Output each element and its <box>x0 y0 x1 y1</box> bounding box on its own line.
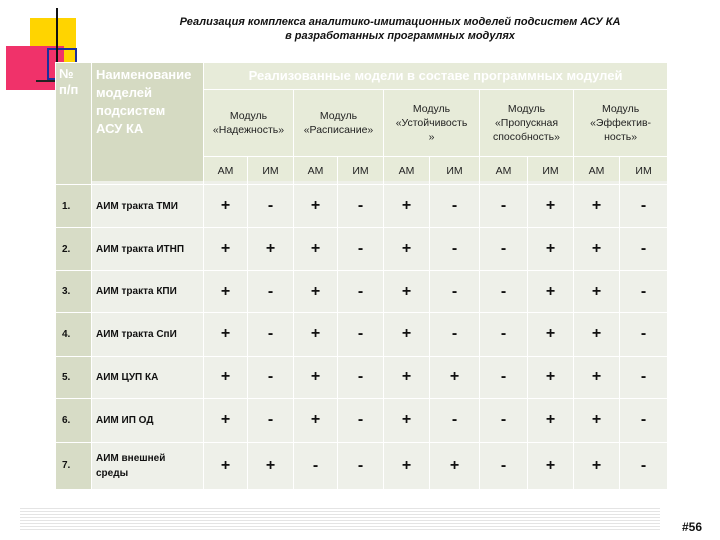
row-value-cell: - <box>430 313 480 356</box>
subheader-im: ИМ <box>528 157 574 185</box>
row-value-cell: - <box>294 442 338 489</box>
row-value-cell: - <box>248 356 294 398</box>
row-number: 6. <box>56 398 92 442</box>
row-value-cell: + <box>430 442 480 489</box>
row-number: 2. <box>56 228 92 271</box>
header-implemented-models: Реализованные модели в составе программных модулей <box>204 63 668 90</box>
row-value-cell: - <box>248 185 294 228</box>
row-model-name: АИМ ЦУП КА <box>92 356 204 398</box>
row-value-cell: + <box>204 442 248 489</box>
subheader-am: АМ <box>574 157 620 185</box>
row-value-cell: + <box>294 313 338 356</box>
row-value-cell: + <box>204 398 248 442</box>
row-value-cell: + <box>574 442 620 489</box>
row-value-cell: - <box>248 271 294 313</box>
row-model-name: АИМ тракта ТМИ <box>92 185 204 228</box>
row-value-cell: + <box>430 356 480 398</box>
row-value-cell: + <box>528 356 574 398</box>
row-model-name: АИМ внешней среды <box>92 442 204 489</box>
subheader-im: ИМ <box>248 157 294 185</box>
row-value-cell: - <box>480 398 528 442</box>
table-row <box>56 228 668 271</box>
row-value-cell: - <box>480 442 528 489</box>
row-value-cell: + <box>384 313 430 356</box>
row-number: 4. <box>56 313 92 356</box>
header-module-throughput: Модуль «Пропускная способность» <box>480 89 574 157</box>
row-value-cell: + <box>384 398 430 442</box>
subheader-im: ИМ <box>620 157 668 185</box>
row-value-cell: + <box>384 356 430 398</box>
row-value-cell: + <box>294 228 338 271</box>
row-value-cell: + <box>574 271 620 313</box>
row-value-cell: + <box>294 398 338 442</box>
subheader-am: АМ <box>204 157 248 185</box>
row-value-cell: + <box>528 271 574 313</box>
row-value-cell: - <box>338 398 384 442</box>
row-model-name: АИМ тракта СпИ <box>92 313 204 356</box>
row-value-cell: + <box>248 228 294 271</box>
row-value-cell: - <box>430 271 480 313</box>
table-row <box>56 442 668 489</box>
subheader-im: ИМ <box>430 157 480 185</box>
row-value-cell: + <box>248 442 294 489</box>
models-table <box>55 62 668 490</box>
row-number: 5. <box>56 356 92 398</box>
table-row <box>56 185 668 228</box>
row-value-cell: + <box>204 356 248 398</box>
row-value-cell: + <box>574 228 620 271</box>
row-value-cell: - <box>480 313 528 356</box>
row-value-cell: - <box>338 356 384 398</box>
row-value-cell: - <box>338 228 384 271</box>
row-value-cell: - <box>620 442 668 489</box>
row-model-name: АИМ тракта ИТНП <box>92 228 204 271</box>
row-value-cell: - <box>620 313 668 356</box>
row-number: 3. <box>56 271 92 313</box>
row-value-cell: + <box>574 398 620 442</box>
row-value-cell: - <box>338 185 384 228</box>
slide-title-line-2: в разработанных программных модулях <box>285 30 515 42</box>
row-value-cell: - <box>620 228 668 271</box>
table-row <box>56 356 668 398</box>
row-value-cell: - <box>620 271 668 313</box>
row-value-cell: + <box>528 313 574 356</box>
decor-bottom-stripes <box>20 508 660 532</box>
row-value-cell: + <box>204 313 248 356</box>
row-value-cell: - <box>480 271 528 313</box>
table-row <box>56 398 668 442</box>
row-value-cell: + <box>384 271 430 313</box>
subheader-am: АМ <box>480 157 528 185</box>
row-value-cell: + <box>384 185 430 228</box>
header-module-stability: Модуль «Устойчивость » <box>384 89 480 157</box>
row-value-cell: - <box>430 398 480 442</box>
row-value-cell: + <box>574 356 620 398</box>
row-value-cell: + <box>528 228 574 271</box>
header-name-cell: Наименование моделей подсистем АСУ КА <box>92 63 204 185</box>
row-value-cell: - <box>338 271 384 313</box>
row-value-cell: - <box>430 228 480 271</box>
row-value-cell: + <box>204 271 248 313</box>
row-model-name: АИМ ИП ОД <box>92 398 204 442</box>
row-value-cell: - <box>248 398 294 442</box>
row-value-cell: + <box>528 185 574 228</box>
row-value-cell: - <box>430 185 480 228</box>
row-value-cell: - <box>480 228 528 271</box>
row-value-cell: + <box>384 228 430 271</box>
row-model-name: АИМ тракта КПИ <box>92 271 204 313</box>
header-module-schedule: Модуль «Расписание» <box>294 89 384 157</box>
row-value-cell: - <box>338 313 384 356</box>
row-value-cell: - <box>248 313 294 356</box>
row-value-cell: + <box>294 185 338 228</box>
row-value-cell: + <box>574 185 620 228</box>
row-value-cell: - <box>620 398 668 442</box>
subheader-im: ИМ <box>338 157 384 185</box>
subheader-am: АМ <box>294 157 338 185</box>
row-number: 1. <box>56 185 92 228</box>
row-value-cell: + <box>204 228 248 271</box>
row-value-cell: + <box>294 356 338 398</box>
row-value-cell: + <box>528 442 574 489</box>
row-number: 7. <box>56 442 92 489</box>
row-value-cell: + <box>528 398 574 442</box>
slide-number: #56 <box>682 520 703 534</box>
row-value-cell: + <box>384 442 430 489</box>
row-value-cell: - <box>338 442 384 489</box>
row-value-cell: + <box>204 185 248 228</box>
row-value-cell: - <box>480 356 528 398</box>
header-module-reliability: Модуль «Надежность» <box>204 89 294 157</box>
table-row <box>56 271 668 313</box>
row-value-cell: - <box>620 356 668 398</box>
row-value-cell: - <box>480 185 528 228</box>
row-value-cell: - <box>620 185 668 228</box>
row-value-cell: + <box>294 271 338 313</box>
header-module-efficiency: Модуль «Эффектив- ность» <box>574 89 668 157</box>
table-row <box>56 313 668 356</box>
row-value-cell: + <box>574 313 620 356</box>
slide-title-line-1: Реализация комплекса аналитико-имитационных моделей подсистем АСУ КА <box>179 16 621 28</box>
header-number-cell: № п/п <box>56 63 92 185</box>
slide-title <box>150 15 650 43</box>
subheader-am: АМ <box>384 157 430 185</box>
